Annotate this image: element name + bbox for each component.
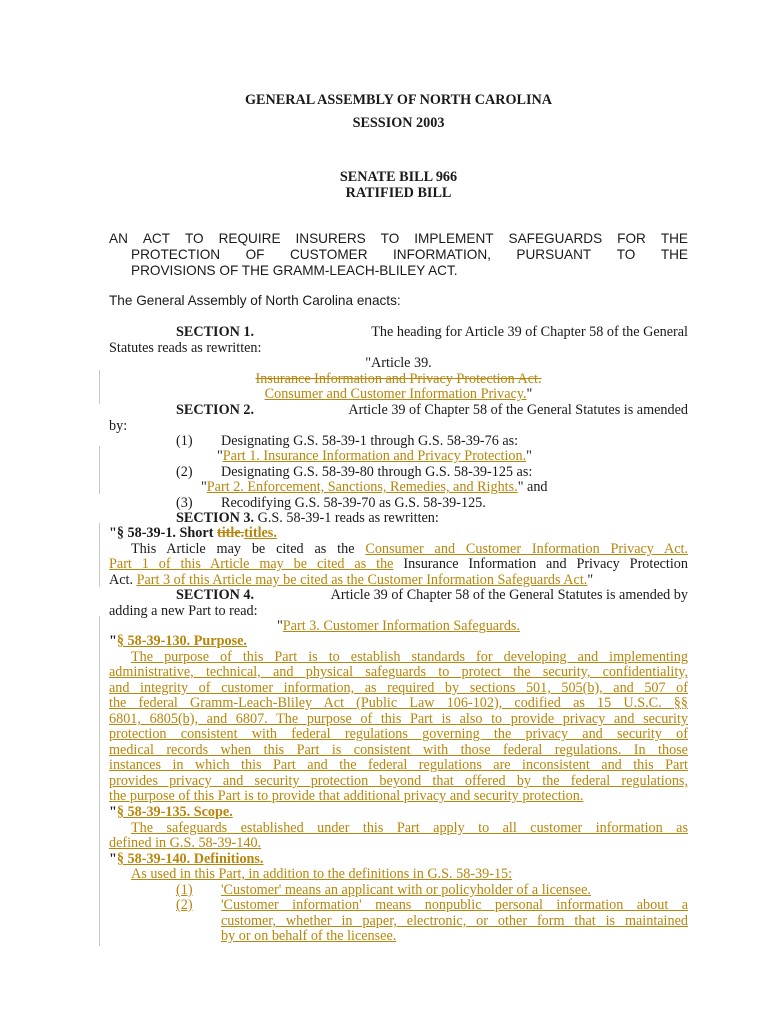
inserted-text: § 58-39-140. Definitions. — [116, 851, 264, 867]
title-word: INFORMATION, — [393, 247, 491, 262]
quote-mark: " — [109, 851, 117, 867]
part-3-heading — [109, 618, 688, 634]
section-3-line-1 — [176, 510, 688, 526]
short-titles-heading — [109, 525, 688, 541]
act-title-line-3: PROVISIONS OF THE GRAMM-LEACH-BLILEY ACT. — [131, 263, 458, 278]
inserted-text: Consumer and Customer Information Privacy. — [264, 386, 527, 402]
article-heading: "Article 39. — [365, 355, 432, 371]
item-1-number: (1) — [176, 433, 193, 449]
section-text: G.S. 58-39-1 reads as rewritten: — [257, 510, 439, 526]
inserted-text: titles. — [244, 525, 277, 541]
inserted-text: Part 2. Enforcement, Sanctions, Remedies, and Rights. — [206, 479, 518, 495]
title-word: REQUIRE — [218, 231, 281, 246]
inserted-text: Part 1. Insurance Information and Privacy Protection. — [222, 448, 527, 464]
item-2-text: Designating G.S. 58-39-80 through G.S. 58-39-125 as: — [221, 464, 533, 480]
session-title: SESSION 2003 — [352, 115, 445, 131]
bill-number: SENATE BILL 966 — [339, 169, 458, 185]
purpose-line: the purpose of this Part is to provide that additional privacy and security protection. — [109, 788, 584, 804]
item-2-number: (2) — [176, 464, 193, 480]
definition-2-line: customer, whether in paper, electronic, or other form that is maintained — [221, 913, 688, 929]
inserted-text: Part 3. Customer Information Safeguards. — [282, 618, 520, 634]
change-bar — [99, 446, 100, 494]
purpose-line: The purpose of this Part is to establish standards for developing and implementing — [131, 649, 688, 665]
title-word: THE — [660, 247, 688, 262]
definition-1-text: 'Customer' means an applicant with or policyholder of a licensee. — [221, 882, 591, 898]
inserted-text: Part 3 of this Article may be cited as the Customer Information Safeguards Act. — [136, 572, 588, 588]
title-word: TO — [380, 231, 400, 246]
item-3-text: Recodifying G.S. 58-39-70 as G.S. 58-39-125. — [221, 495, 486, 511]
scope-line: defined in G.S. 58-39-140. — [109, 835, 262, 851]
purpose-heading — [109, 633, 688, 649]
scope-line: The safeguards established under this Part apply to all customer information as — [131, 820, 688, 836]
quote-mark: " — [201, 479, 207, 495]
deleted-text: Insurance Information and Privacy Protection Act. — [255, 371, 542, 387]
definition-2-number: (2) — [176, 897, 193, 913]
section-label: SECTION 3. — [176, 510, 255, 526]
inserted-text: Part 1 of this Article may be cited as the — [109, 556, 394, 572]
purpose-line: 6801, 6805(b), and 6807. The purpose of this Part is also to provide privacy and security — [109, 711, 688, 727]
title-word: AN — [109, 231, 128, 246]
item-2-part — [201, 479, 688, 495]
short-titles-line-3 — [109, 572, 688, 588]
title-word: FOR — [617, 231, 646, 246]
section-heading: "§ 58-39-1. Short — [109, 525, 217, 541]
section-text: The heading for Article 39 of Chapter 58 of the General — [371, 324, 688, 340]
inserted-text: Consumer and Customer Information Privacy Act. — [365, 541, 688, 557]
short-titles-line-1 — [131, 541, 688, 557]
section-text: Article 39 of Chapter 58 of the General Statutes is amended by — [330, 587, 688, 603]
section-4-line-2: adding a new Part to read: — [109, 603, 258, 619]
change-bar — [99, 616, 100, 946]
section-label: SECTION 4. — [176, 587, 255, 603]
definitions-intro: As used in this Part, in addition to the definitions in G.S. 58-39-15: — [131, 866, 513, 882]
section-4-line-1 — [176, 587, 688, 603]
quote-mark: " — [217, 448, 223, 464]
item-1-part — [217, 448, 688, 464]
title-word: PROTECTION — [131, 247, 221, 262]
purpose-line: instances in which this Part and the federal regulations are inconsistent and this Part — [109, 757, 688, 773]
item-3-number: (3) — [176, 495, 193, 511]
section-text: Article 39 of Chapter 58 of the General Statutes is amended — [348, 402, 688, 418]
assembly-title: GENERAL ASSEMBLY OF NORTH CAROLINA — [245, 92, 552, 108]
section-2-line-1 — [176, 402, 688, 418]
title-word: TO — [184, 231, 204, 246]
short-titles-line-2 — [109, 556, 688, 572]
title-word: OF — [245, 247, 265, 262]
title-word: PURSUANT — [516, 247, 592, 262]
title-word: IMPLEMENT — [414, 231, 494, 246]
purpose-line: provides privacy and security protection beyond that offered by the federal regulations, — [109, 773, 688, 789]
inserted-heading — [109, 386, 688, 402]
body-text: This Article may be cited as the — [131, 541, 366, 557]
title-word: CUSTOMER — [289, 247, 368, 262]
change-bar — [99, 370, 100, 404]
quote-mark: " — [277, 618, 283, 634]
title-word: TO — [616, 247, 636, 262]
quote-mark: " — [526, 448, 532, 464]
title-word: THE — [660, 231, 688, 246]
quote-mark: " — [587, 572, 594, 588]
change-bar — [99, 523, 100, 587]
section-label: SECTION 1. — [176, 324, 255, 340]
definitions-heading — [109, 851, 688, 867]
purpose-line: medical records when this Part is consistent with those federal regulations. In those — [109, 742, 688, 758]
enacting-clause: The General Assembly of North Carolina enacts: — [109, 293, 401, 308]
quote-mark: " — [109, 633, 117, 649]
quote-mark: " — [526, 386, 533, 402]
quote-mark: " — [109, 804, 117, 820]
definition-2-line: by or on behalf of the licensee. — [221, 928, 397, 944]
deleted-text: title. — [216, 525, 245, 541]
definition-1-number: (1) — [176, 882, 193, 898]
purpose-line: and integrity of customer information, as required by sections 501, 505(b), and 507 of — [109, 680, 688, 696]
purpose-line: administrative, technical, and physical safeguards to protect the security, confidentiality, — [109, 664, 688, 680]
scope-heading — [109, 804, 688, 820]
body-text: Insurance Information and Privacy Protection — [393, 556, 688, 572]
section-label: SECTION 2. — [176, 402, 255, 418]
section-1-line-1 — [176, 324, 688, 340]
title-word: ACT — [142, 231, 171, 246]
deleted-heading — [109, 371, 688, 387]
definition-2-line: 'Customer information' means nonpublic personal information about a — [221, 897, 688, 913]
body-text: Act. — [109, 572, 137, 588]
act-title-line-1 — [109, 231, 688, 247]
section-2-line-2: by: — [109, 418, 128, 434]
purpose-line: protection consistent with federal regulations governing the privacy and security of — [109, 726, 688, 742]
section-1-line-2: Statutes reads as rewritten: — [109, 340, 262, 356]
inserted-text: § 58-39-135. Scope. — [116, 804, 233, 820]
title-word: INSURERS — [295, 231, 366, 246]
item-1-text: Designating G.S. 58-39-1 through G.S. 58-39-76 as: — [221, 433, 519, 449]
title-word: SAFEGUARDS — [508, 231, 603, 246]
act-title-line-2 — [131, 247, 688, 263]
quote-mark: " and — [517, 479, 548, 495]
purpose-line: the federal Gramm-Leach-Bliley Act (Public Law 106-102), codified as 15 U.S.C. §§ — [109, 695, 688, 711]
inserted-text: § 58-39-130. Purpose. — [116, 633, 247, 649]
bill-status: RATIFIED BILL — [345, 185, 452, 201]
